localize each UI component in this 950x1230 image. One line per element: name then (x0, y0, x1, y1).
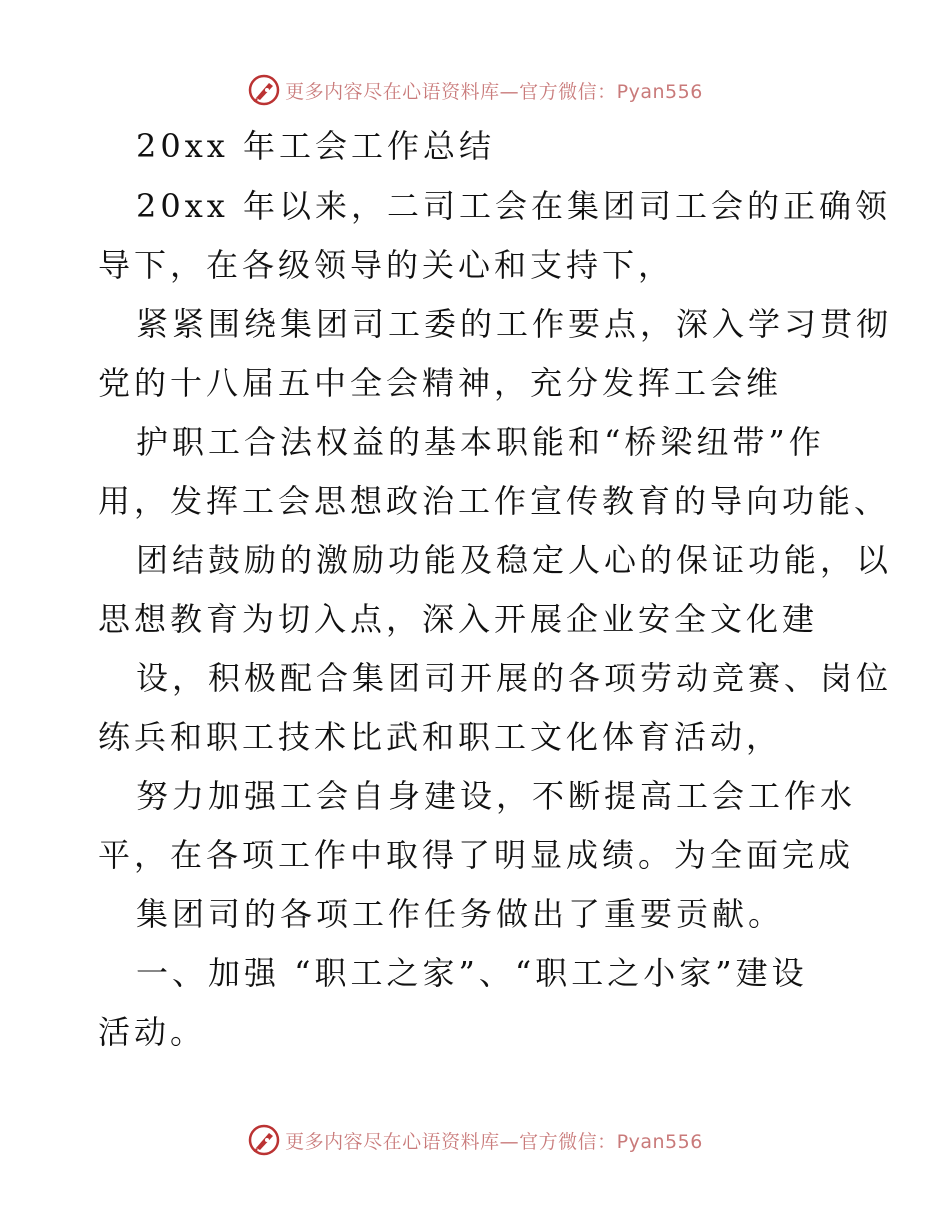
paragraph-line: 用，发挥工会思想政治工作宣传教育的导向功能、 (98, 482, 891, 520)
paragraph-line: 平，在各项工作中取得了明显成绩。为全面完成 (98, 836, 855, 874)
paragraph-line: 努力加强工会自身建设，不断提高工会工作水 (136, 777, 857, 815)
document-title: 20xx 年工会工作总结 (136, 127, 495, 165)
paragraph-line: 党的十八届五中全会精神，充分发挥工会维 (98, 364, 783, 402)
section-heading: 一、加强 “职工之家”、“职工之小家”建设 (136, 954, 808, 992)
paragraph-line: 集团司的各项工作任务做出了重要贡献。 (136, 895, 785, 933)
paragraph-line: 练兵和职工技术比武和职工文化体育活动， (98, 718, 783, 756)
paragraph-line: 20xx 年以来，二司工会在集团司工会的正确领 (136, 187, 891, 225)
paragraph-line: 思想教育为切入点，深入开展企业安全文化建 (98, 600, 819, 638)
paragraph-line: 团结鼓励的激励功能及稳定人心的保证功能，以 (136, 541, 893, 579)
paragraph-line: 导下，在各级领导的关心和支持下， (98, 246, 675, 284)
watermark-text: 更多内容尽在心语资料库—官方微信：Pyan556 (285, 1130, 703, 1153)
paragraph-line: 活动。 (98, 1013, 207, 1051)
paragraph-line: 设，积极配合集团司开展的各项劳动竞赛、岗位 (136, 659, 893, 697)
paragraph-line: 护职工合法权益的基本职能和“桥梁纽带”作 (136, 423, 825, 461)
watermark-text: 更多内容尽在心语资料库—官方微信：Pyan556 (285, 80, 703, 103)
footer-watermark (0, 1120, 950, 1160)
paragraph-line: 紧紧围绕集团司工委的工作要点，深入学习贯彻 (136, 305, 893, 343)
pen-logo-icon (247, 1123, 281, 1157)
